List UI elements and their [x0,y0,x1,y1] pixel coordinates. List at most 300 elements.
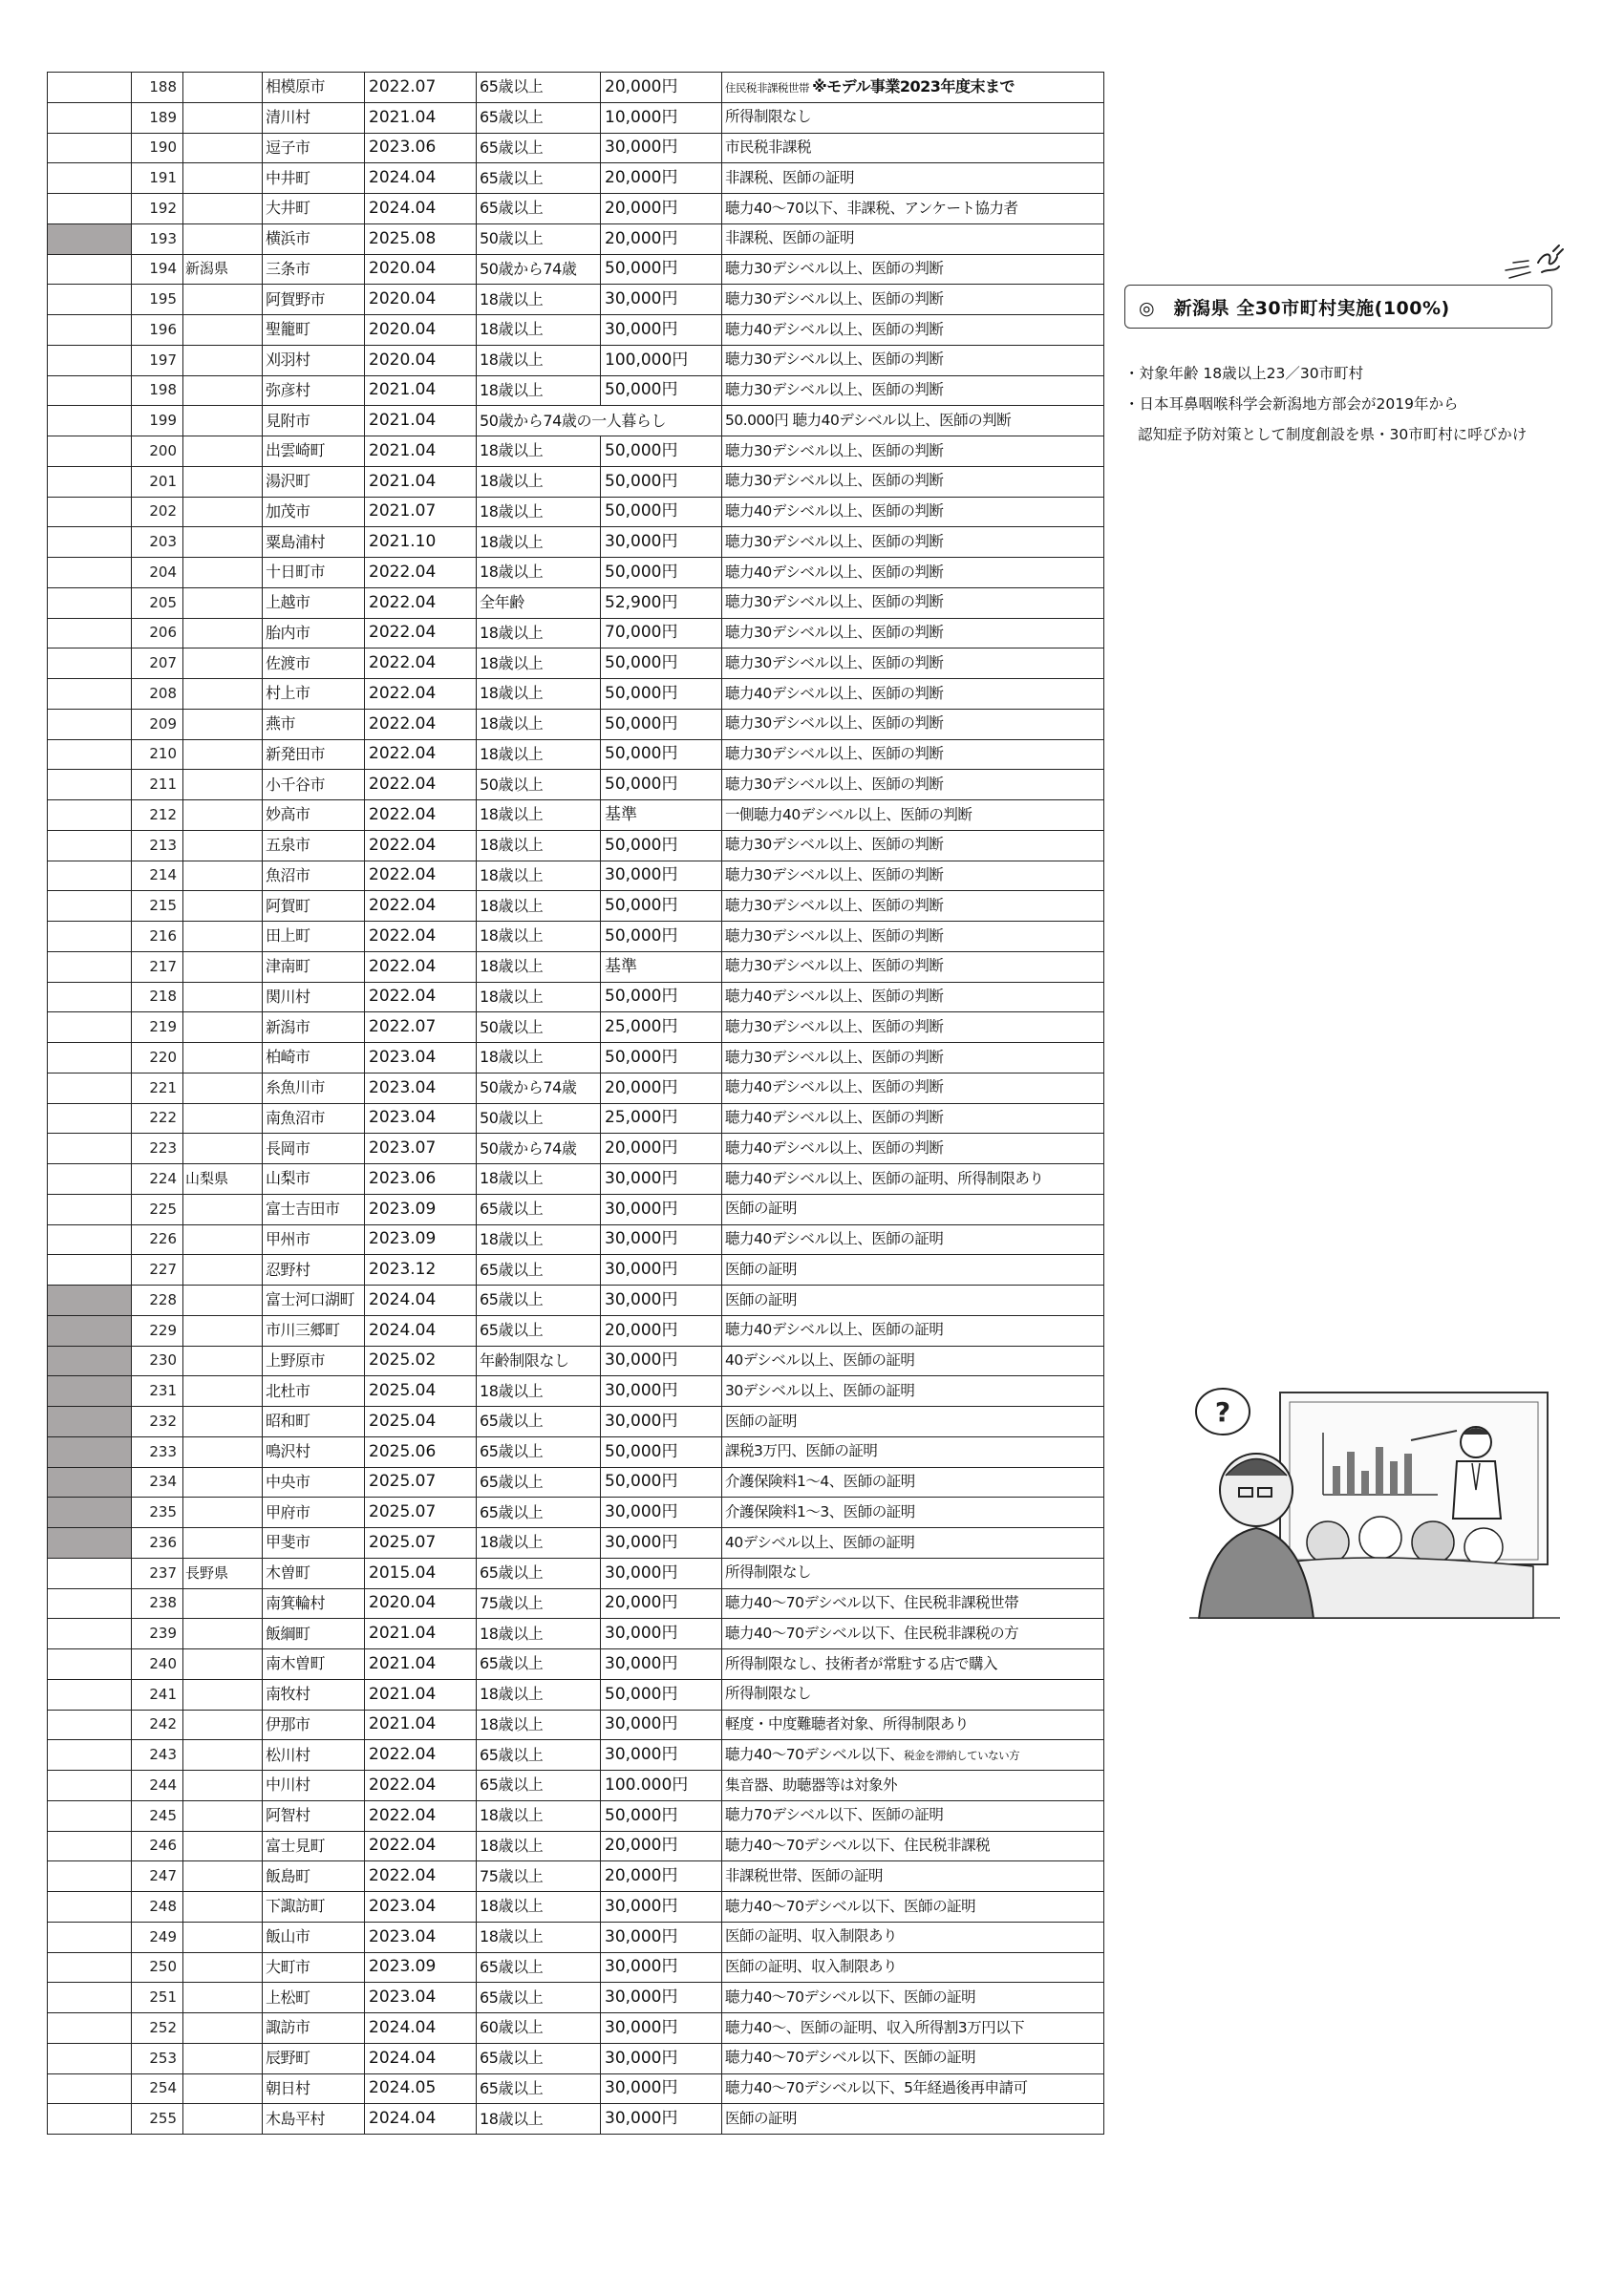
table-row [48,163,1104,194]
table-row [48,1922,1104,1952]
amount-cell: 50,000円 [601,375,722,406]
table-row [48,406,1104,436]
condition-cell: 聴力30デシベル以上、医師の判断 [722,254,1104,285]
municipality-cell: 辰野町 [263,2043,365,2073]
amount-cell: 50,000円 [601,436,722,467]
start-date-cell: 2021.04 [365,436,477,467]
start-date-cell: 2015.04 [365,1558,477,1588]
shade-marker-cell [48,285,132,315]
row-number-cell: 221 [132,1073,183,1103]
start-date-cell: 2022.04 [365,861,477,891]
condition-segment: 住民税非課税世帯 [725,81,813,96]
amount-cell: 30,000円 [601,2104,722,2135]
amount-cell: 20,000円 [601,223,722,254]
row-number-cell: 208 [132,679,183,710]
amount-cell: 30,000円 [601,1164,722,1195]
age-cell: 65歳以上 [477,73,601,103]
condition-cell: 聴力30デシベル以上、医師の判断 [722,1043,1104,1074]
prefecture-cell [183,345,263,375]
condition-cell: 40デシベル以上、医師の証明 [722,1528,1104,1559]
shade-marker-cell [48,497,132,527]
prefecture-cell [183,1740,263,1771]
condition-cell: 聴力40～70デシベル以下、住民税非課税の方 [722,1619,1104,1649]
table-row [48,1952,1104,1983]
row-number-cell: 253 [132,2043,183,2073]
prefecture-cell: 新潟県 [183,254,263,285]
row-number-cell: 255 [132,2104,183,2135]
prefecture-cell: 山梨県 [183,1164,263,1195]
amount-cell: 30,000円 [601,1407,722,1437]
age-cell: 18歳以上 [477,1376,601,1407]
row-number-cell: 193 [132,223,183,254]
condition-cell: 聴力70デシベル以下、医師の証明 [722,1800,1104,1831]
prefecture-cell [183,558,263,588]
shade-marker-cell [48,1224,132,1255]
start-date-cell: 2022.04 [365,1800,477,1831]
condition-cell: 一側聴力40デシベル以上、医師の判断 [722,800,1104,831]
condition-cell: 非課税、医師の証明 [722,223,1104,254]
shade-marker-cell [48,315,132,346]
condition-cell: 医師の証明 [722,1194,1104,1224]
amount-cell: 30,000円 [601,1255,722,1286]
amount-cell: 30,000円 [601,1983,722,2013]
shade-marker-cell [48,1892,132,1923]
age-cell: 18歳以上 [477,1922,601,1952]
table-row [48,254,1104,285]
table-row [48,102,1104,133]
shade-marker-cell [48,133,132,163]
table-row [48,1012,1104,1043]
age-cell: 18歳以上 [477,951,601,982]
amount-cell: 30,000円 [601,1740,722,1771]
condition-cell: 聴力40デシベル以上、医師の証明 [722,1224,1104,1255]
row-number-cell: 197 [132,345,183,375]
row-number-cell: 189 [132,102,183,133]
municipality-cell: 上松町 [263,1983,365,2013]
table-row [48,1800,1104,1831]
shade-marker-cell [48,922,132,952]
start-date-cell: 2023.04 [365,1922,477,1952]
row-number-cell: 254 [132,2073,183,2104]
row-number-cell: 205 [132,587,183,618]
table-row [48,1407,1104,1437]
shade-marker-cell [48,1436,132,1467]
row-number-cell: 232 [132,1407,183,1437]
prefecture-cell [183,739,263,770]
table-row [48,800,1104,831]
amount-cell: 30,000円 [601,285,722,315]
amount-cell: 50,000円 [601,497,722,527]
start-date-cell: 2025.04 [365,1376,477,1407]
row-number-cell: 243 [132,1740,183,1771]
condition-cell: 聴力30デシベル以上、医師の判断 [722,527,1104,558]
prefecture-cell [183,1255,263,1286]
municipality-cell: 忍野村 [263,1255,365,1286]
shade-marker-cell [48,375,132,406]
start-date-cell: 2022.07 [365,1012,477,1043]
condition-cell: 医師の証明 [722,1407,1104,1437]
condition-segment: 税金を滞納していない方 [904,1748,1020,1762]
row-number-cell: 233 [132,1436,183,1467]
prefecture-cell [183,922,263,952]
age-cell: 18歳以上 [477,1224,601,1255]
table-row [48,1649,1104,1680]
table-row [48,1224,1104,1255]
start-date-cell: 2021.04 [365,375,477,406]
condition-segment: 聴力40～70デシベル以下、 [725,1745,905,1763]
municipality-cell: 津南町 [263,951,365,982]
municipality-cell: 富士河口湖町 [263,1286,365,1316]
row-number-cell: 207 [132,648,183,679]
start-date-cell: 2024.04 [365,2043,477,2073]
municipality-cell: 富士見町 [263,1831,365,1861]
amount-cell: 基準 [601,951,722,982]
amount-cell: 100,000円 [601,345,722,375]
start-date-cell: 2021.04 [365,1710,477,1740]
municipality-cell: 甲斐市 [263,1528,365,1559]
start-date-cell: 2020.04 [365,1588,477,1619]
start-date-cell: 2022.04 [365,770,477,800]
prefecture-cell [183,1346,263,1376]
start-date-cell: 2022.07 [365,73,477,103]
municipality-cell: 出雲崎町 [263,436,365,467]
table-row [48,587,1104,618]
table-row [48,558,1104,588]
shade-marker-cell [48,1983,132,2013]
amount-cell: 30,000円 [601,2013,722,2044]
prefecture-cell [183,466,263,497]
age-cell: 18歳以上 [477,679,601,710]
municipality-cell: 十日町市 [263,558,365,588]
table-row [48,922,1104,952]
amount-cell: 50,000円 [601,1800,722,1831]
table-row [48,1134,1104,1164]
prefecture-cell [183,1224,263,1255]
row-number-cell: 190 [132,133,183,163]
age-cell: 18歳以上 [477,709,601,739]
start-date-cell: 2022.04 [365,1740,477,1771]
municipality-cell: 小千谷市 [263,770,365,800]
shade-marker-cell [48,254,132,285]
age-cell: 18歳以上 [477,315,601,346]
shade-marker-cell [48,436,132,467]
condition-cell: 非課税世帯、医師の証明 [722,1861,1104,1892]
amount-cell: 30,000円 [601,1498,722,1528]
note-line-3: 認知症予防対策として制度創設を県・30市町村に呼びかけ [1138,426,1528,443]
age-cell: 65歳以上 [477,1286,601,1316]
municipality-cell: 相模原市 [263,73,365,103]
age-cell: 18歳以上 [477,285,601,315]
table-row [48,1588,1104,1619]
shade-marker-cell [48,163,132,194]
condition-cell: 介護保険料1～4、医師の証明 [722,1467,1104,1498]
row-number-cell: 206 [132,618,183,648]
amount-cell: 30,000円 [601,1224,722,1255]
municipality-cell: 清川村 [263,102,365,133]
municipality-cell: 南牧村 [263,1679,365,1710]
condition-cell: 聴力30デシベル以上、医師の判断 [722,951,1104,982]
prefecture-cell [183,1194,263,1224]
municipality-cell: 飯綱町 [263,1619,365,1649]
table-row [48,1043,1104,1074]
niigata-notes [1124,358,1527,450]
condition-cell: 集音器、助聴器等は対象外 [722,1771,1104,1801]
row-number-cell: 212 [132,800,183,831]
row-number-cell: 196 [132,315,183,346]
table-row [48,1315,1104,1346]
table-row [48,1467,1104,1498]
shade-marker-cell [48,709,132,739]
start-date-cell: 2022.04 [365,951,477,982]
row-number-cell: 198 [132,375,183,406]
condition-cell: 聴力30デシベル以上、医師の判断 [722,648,1104,679]
amount-cell: 20,000円 [601,163,722,194]
shade-marker-cell [48,102,132,133]
municipality-cell: 大町市 [263,1952,365,1983]
prefecture-cell [183,830,263,861]
age-cell: 65歳以上 [477,102,601,133]
prefecture-cell [183,1073,263,1103]
condition-cell: 聴力30デシベル以上、医師の判断 [722,1012,1104,1043]
prefecture-cell [183,1892,263,1923]
municipality-cell: 村上市 [263,679,365,710]
age-cell: 65歳以上 [477,1194,601,1224]
prefecture-cell [183,285,263,315]
table-row [48,194,1104,224]
row-number-cell: 214 [132,861,183,891]
row-number-cell: 211 [132,770,183,800]
condition-cell: 聴力30デシベル以上、医師の判断 [722,739,1104,770]
shade-marker-cell [48,891,132,922]
start-date-cell: 2025.07 [365,1498,477,1528]
start-date-cell: 2023.09 [365,1194,477,1224]
amount-cell: 30,000円 [601,1346,722,1376]
prefecture-cell [183,1922,263,1952]
row-number-cell: 215 [132,891,183,922]
condition-cell: 聴力30デシベル以上、医師の判断 [722,618,1104,648]
age-cell: 18歳以上 [477,861,601,891]
amount-cell: 30,000円 [601,527,722,558]
shade-marker-cell [48,1831,132,1861]
shade-marker-cell [48,1771,132,1801]
table-row [48,223,1104,254]
shade-marker-cell [48,1346,132,1376]
row-number-cell: 210 [132,739,183,770]
age-cell: 65歳以上 [477,133,601,163]
municipality-cell: 妙高市 [263,800,365,831]
amount-cell: 50,000円 [601,709,722,739]
row-number-cell: 239 [132,1619,183,1649]
amount-cell: 30,000円 [601,2073,722,2104]
municipality-cell: 木島平村 [263,2104,365,2135]
niigata-summary-title: ◎ 新潟県 全30市町村実施(100%) [1139,297,1450,319]
start-date-cell: 2021.04 [365,1649,477,1680]
row-number-cell: 195 [132,285,183,315]
shade-marker-cell [48,587,132,618]
start-date-cell: 2022.04 [365,891,477,922]
shade-marker-cell [48,2013,132,2044]
prefecture-cell [183,2013,263,2044]
amount-cell: 50,000円 [601,679,722,710]
amount-cell: 50,000円 [601,466,722,497]
niigata-summary-box [1124,285,1552,329]
age-cell: 65歳以上 [477,2073,601,2104]
condition-cell: 聴力30デシベル以上、医師の判断 [722,285,1104,315]
table-row [48,1498,1104,1528]
start-date-cell: 2025.04 [365,1407,477,1437]
row-number-cell: 225 [132,1194,183,1224]
prefecture-cell [183,1771,263,1801]
age-cell: 18歳以上 [477,497,601,527]
start-date-cell: 2025.08 [365,223,477,254]
shade-marker-cell [48,1861,132,1892]
age-cell: 65歳以上 [477,1436,601,1467]
municipality-cell: 南木曽町 [263,1649,365,1680]
row-number-cell: 224 [132,1164,183,1195]
municipality-cell: 市川三郷町 [263,1315,365,1346]
table-row [48,2013,1104,2044]
municipality-cell: 北杜市 [263,1376,365,1407]
hand-drawn-squiggle-icon [1500,234,1567,291]
table-row [48,770,1104,800]
shade-marker-cell [48,2073,132,2104]
age-cell: 年齢制限なし [477,1346,601,1376]
prefecture-cell [183,1498,263,1528]
table-row [48,830,1104,861]
condition-cell: 聴力40～、医師の証明、収入所得割3万円以下 [722,2013,1104,2044]
municipality-cell: 弥彦村 [263,375,365,406]
age-cell: 18歳以上 [477,466,601,497]
prefecture-cell [183,1043,263,1074]
municipality-cell: 逗子市 [263,133,365,163]
amount-cell: 20,000円 [601,1073,722,1103]
condition-cell: 聴力40～70デシベル以下、医師の証明 [722,1892,1104,1923]
municipality-cell: 五泉市 [263,830,365,861]
municipality-cell: 阿賀町 [263,891,365,922]
age-cell: 65歳以上 [477,2043,601,2073]
age-cell: 18歳以上 [477,830,601,861]
row-number-cell: 227 [132,1255,183,1286]
prefecture-cell [183,618,263,648]
prefecture-cell [183,436,263,467]
start-date-cell: 2022.04 [365,800,477,831]
row-number-cell: 194 [132,254,183,285]
amount-cell: 30,000円 [601,1286,722,1316]
table-row [48,2043,1104,2073]
age-cell: 50歳から74歳 [477,1134,601,1164]
age-cell: 50歳以上 [477,1012,601,1043]
table-row [48,861,1104,891]
municipality-cell: 関川村 [263,982,365,1012]
age-cell: 65歳以上 [477,1558,601,1588]
shade-marker-cell [48,1315,132,1346]
condition-cell: 50.000円 聴力40デシベル以上、医師の判断 [722,406,1104,436]
table-row [48,2104,1104,2135]
start-date-cell: 2025.07 [365,1528,477,1559]
condition-cell: 聴力30デシベル以上、医師の判断 [722,922,1104,952]
row-number-cell: 244 [132,1771,183,1801]
start-date-cell: 2022.04 [365,1771,477,1801]
condition-cell: 聴力40～70デシベル以下、5年経過後再申請可 [722,2073,1104,2104]
table-row [48,436,1104,467]
shade-marker-cell [48,1498,132,1528]
prefecture-cell [183,800,263,831]
row-number-cell: 245 [132,1800,183,1831]
prefecture-cell [183,982,263,1012]
shade-marker-cell [48,830,132,861]
table-row [48,1255,1104,1286]
age-cell: 18歳以上 [477,618,601,648]
subsidy-table [47,72,1104,2135]
table-row [48,739,1104,770]
age-cell: 65歳以上 [477,163,601,194]
start-date-cell: 2022.04 [365,922,477,952]
condition-cell: 聴力40デシベル以上、医師の判断 [722,1073,1104,1103]
shade-marker-cell [48,982,132,1012]
amount-cell: 30,000円 [601,2043,722,2073]
amount-cell: 30,000円 [601,315,722,346]
table-row [48,618,1104,648]
row-number-cell: 240 [132,1649,183,1680]
start-date-cell: 2022.04 [365,709,477,739]
prefecture-cell [183,133,263,163]
row-number-cell: 216 [132,922,183,952]
municipality-cell: 南箕輪村 [263,1588,365,1619]
condition-cell: 聴力30デシベル以上、医師の判断 [722,891,1104,922]
start-date-cell: 2023.04 [365,1073,477,1103]
age-cell: 65歳以上 [477,1315,601,1346]
amount-cell: 30,000円 [601,1619,722,1649]
amount-cell: 基準 [601,800,722,831]
amount-cell: 30,000円 [601,1892,722,1923]
amount-cell: 20,000円 [601,1861,722,1892]
prefecture-cell [183,73,263,103]
row-number-cell: 213 [132,830,183,861]
shade-marker-cell [48,73,132,103]
start-date-cell: 2023.09 [365,1952,477,1983]
table-row [48,1436,1104,1467]
prefecture-cell [183,1286,263,1316]
shade-marker-cell [48,1194,132,1224]
shade-marker-cell [48,1710,132,1740]
start-date-cell: 2024.04 [365,2104,477,2135]
row-number-cell: 249 [132,1922,183,1952]
prefecture-cell [183,1831,263,1861]
municipality-cell: 湯沢町 [263,466,365,497]
prefecture-cell [183,2073,263,2104]
shade-marker-cell [48,1164,132,1195]
condition-cell: 所得制限なし [722,1558,1104,1588]
table-row [48,527,1104,558]
amount-cell: 50,000円 [601,1043,722,1074]
shade-marker-cell [48,1679,132,1710]
amount-cell: 50,000円 [601,891,722,922]
prefecture-cell [183,709,263,739]
amount-cell: 20,000円 [601,1134,722,1164]
table-row [48,1346,1104,1376]
condition-cell: 軽度・中度難聴者対象、所得制限あり [722,1710,1104,1740]
shade-marker-cell [48,679,132,710]
amount-cell: 50,000円 [601,558,722,588]
amount-cell: 30,000円 [601,861,722,891]
age-cell: 75歳以上 [477,1861,601,1892]
shade-marker-cell [48,194,132,224]
condition-cell: 聴力40デシベル以上、医師の判断 [722,982,1104,1012]
prefecture-cell [183,861,263,891]
municipality-cell: 柏崎市 [263,1043,365,1074]
amount-cell: 70,000円 [601,618,722,648]
prefecture-cell [183,375,263,406]
